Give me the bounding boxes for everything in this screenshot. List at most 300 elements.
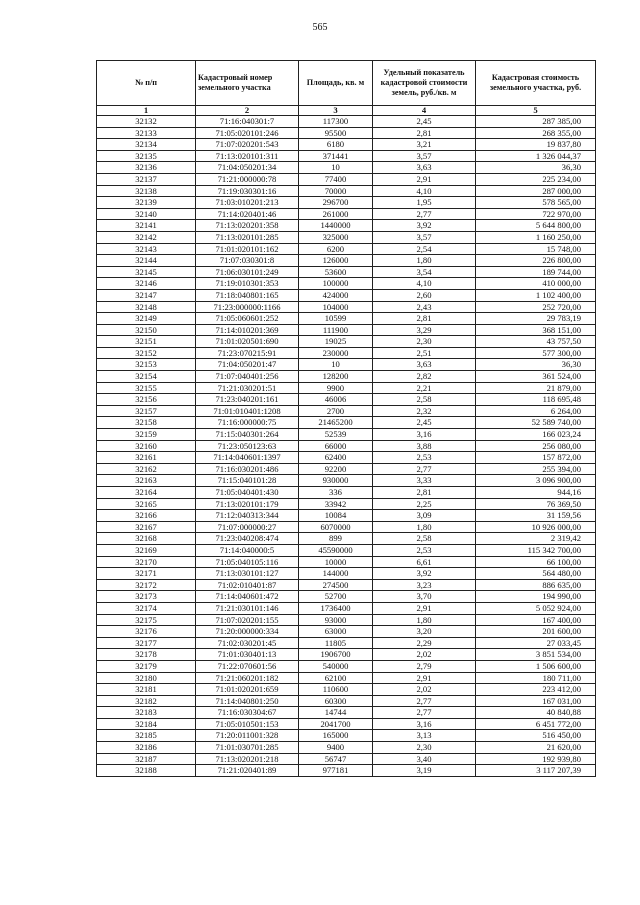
specific-value-cell: 2,45 xyxy=(373,116,476,128)
specific-value-cell: 2,81 xyxy=(373,487,476,499)
row-number-cell: 32171 xyxy=(97,568,196,580)
area-cell: 2041700 xyxy=(299,718,373,730)
specific-value-cell: 2,77 xyxy=(373,463,476,475)
cadastral-number-cell: 71:14:040000:5 xyxy=(196,544,299,556)
specific-value-cell: 2,21 xyxy=(373,382,476,394)
area-cell: 10 xyxy=(299,359,373,371)
row-number-cell: 32150 xyxy=(97,324,196,336)
cadastral-value-cell: 6 264,00 xyxy=(476,405,596,417)
cadastral-number-cell: 71:23:050123:63 xyxy=(196,440,299,452)
specific-value-cell: 3,19 xyxy=(373,765,476,777)
cadastral-number-cell: 71:21:000000:78 xyxy=(196,173,299,185)
area-cell: 10599 xyxy=(299,313,373,325)
column-number: 1 xyxy=(97,106,196,116)
row-number-cell: 32134 xyxy=(97,139,196,151)
specific-value-cell: 2,53 xyxy=(373,452,476,464)
column-number: 3 xyxy=(299,106,373,116)
cadastral-number-cell: 71:16:030201:486 xyxy=(196,463,299,475)
cadastral-value-cell: 3 096 900,00 xyxy=(476,475,596,487)
area-cell: 977181 xyxy=(299,765,373,777)
cadastral-value-cell: 115 342 700,00 xyxy=(476,544,596,556)
area-cell: 53600 xyxy=(299,266,373,278)
specific-value-cell: 3,70 xyxy=(373,591,476,603)
cadastral-value-cell: 201 600,00 xyxy=(476,626,596,638)
specific-value-cell: 2,77 xyxy=(373,208,476,220)
table-row xyxy=(97,359,596,371)
specific-value-cell: 3,20 xyxy=(373,626,476,638)
specific-value-cell: 3,54 xyxy=(373,266,476,278)
row-number-cell: 32149 xyxy=(97,313,196,325)
area-cell: 540000 xyxy=(299,660,373,672)
header-area: Площадь, кв. м xyxy=(299,61,373,106)
row-number-cell: 32184 xyxy=(97,718,196,730)
cadastral-value-cell: 40 840,88 xyxy=(476,707,596,719)
specific-value-cell: 3,13 xyxy=(373,730,476,742)
row-number-cell: 32180 xyxy=(97,672,196,684)
column-number: 5 xyxy=(476,106,596,116)
cadastral-value-cell: 27 033,45 xyxy=(476,637,596,649)
cadastral-value-cell: 226 800,00 xyxy=(476,255,596,267)
cadastral-number-cell: 71:06:030101:249 xyxy=(196,266,299,278)
table-row xyxy=(97,150,596,162)
specific-value-cell: 6,61 xyxy=(373,556,476,568)
cadastral-value-cell: 1 102 400,00 xyxy=(476,289,596,301)
table-row xyxy=(97,289,596,301)
specific-value-cell: 2,81 xyxy=(373,127,476,139)
specific-value-cell: 2,51 xyxy=(373,347,476,359)
row-number-cell: 32160 xyxy=(97,440,196,452)
cadastral-value-cell: 944,16 xyxy=(476,487,596,499)
area-cell: 77400 xyxy=(299,173,373,185)
row-number-cell: 32173 xyxy=(97,591,196,603)
table-row xyxy=(97,765,596,777)
cadastral-value-cell: 2 319,42 xyxy=(476,533,596,545)
table-header-row xyxy=(97,61,596,106)
cadastral-value-cell: 5 052 924,00 xyxy=(476,602,596,614)
row-number-cell: 32143 xyxy=(97,243,196,255)
area-cell: 117300 xyxy=(299,116,373,128)
specific-value-cell: 2,82 xyxy=(373,371,476,383)
cadastral-number-cell: 71:04:050201:34 xyxy=(196,162,299,174)
cadastral-value-cell: 21 879,00 xyxy=(476,382,596,394)
cadastral-value-cell: 722 970,00 xyxy=(476,208,596,220)
row-number-cell: 32133 xyxy=(97,127,196,139)
cadastral-value-cell: 15 748,00 xyxy=(476,243,596,255)
area-cell: 33942 xyxy=(299,498,373,510)
cadastral-value-cell: 368 151,00 xyxy=(476,324,596,336)
cadastral-number-cell: 71:05:010501:153 xyxy=(196,718,299,730)
cadastral-number-cell: 71:07:020201:543 xyxy=(196,139,299,151)
area-cell: 6200 xyxy=(299,243,373,255)
cadastral-number-cell: 71:15:040101:28 xyxy=(196,475,299,487)
row-number-cell: 32185 xyxy=(97,730,196,742)
row-number-cell: 32176 xyxy=(97,626,196,638)
specific-value-cell: 4,10 xyxy=(373,185,476,197)
row-number-cell: 32158 xyxy=(97,417,196,429)
column-number-row xyxy=(97,106,596,116)
specific-value-cell: 2,02 xyxy=(373,684,476,696)
table-row xyxy=(97,139,596,151)
table-row xyxy=(97,568,596,580)
table-row xyxy=(97,162,596,174)
row-number-cell: 32137 xyxy=(97,173,196,185)
row-number-cell: 32186 xyxy=(97,742,196,754)
specific-value-cell: 2,30 xyxy=(373,742,476,754)
cadastral-number-cell: 71:07:030301:8 xyxy=(196,255,299,267)
cadastral-number-cell: 71:21:030101:146 xyxy=(196,602,299,614)
table-row xyxy=(97,614,596,626)
table-row xyxy=(97,371,596,383)
cadastral-number-cell: 71:23:070215:91 xyxy=(196,347,299,359)
cadastral-number-cell: 71:02:030201:45 xyxy=(196,637,299,649)
specific-value-cell: 3,33 xyxy=(373,475,476,487)
specific-value-cell: 2,81 xyxy=(373,313,476,325)
cadastral-number-cell: 71:20:011001:328 xyxy=(196,730,299,742)
specific-value-cell: 2,25 xyxy=(373,498,476,510)
specific-value-cell: 2,58 xyxy=(373,533,476,545)
specific-value-cell: 3,40 xyxy=(373,753,476,765)
cadastral-number-cell: 71:01:020201:659 xyxy=(196,684,299,696)
cadastral-value-cell: 225 234,00 xyxy=(476,173,596,185)
cadastral-value-cell: 36,30 xyxy=(476,162,596,174)
cadastral-value-cell: 19 837,80 xyxy=(476,139,596,151)
row-number-cell: 32177 xyxy=(97,637,196,649)
table-row xyxy=(97,626,596,638)
specific-value-cell: 3,21 xyxy=(373,139,476,151)
area-cell: 371441 xyxy=(299,150,373,162)
header-cadastral-number: Кадастровый номер земельного участка xyxy=(196,61,299,106)
cadastral-value-cell: 167 031,00 xyxy=(476,695,596,707)
cadastral-value-cell: 516 450,00 xyxy=(476,730,596,742)
row-number-cell: 32132 xyxy=(97,116,196,128)
cadastral-number-cell: 71:16:040301:7 xyxy=(196,116,299,128)
table-row xyxy=(97,487,596,499)
specific-value-cell: 3,63 xyxy=(373,162,476,174)
area-cell: 261000 xyxy=(299,208,373,220)
table-row xyxy=(97,394,596,406)
cadastral-number-cell: 71:13:020101:179 xyxy=(196,498,299,510)
area-cell: 100000 xyxy=(299,278,373,290)
cadastral-value-cell: 223 412,00 xyxy=(476,684,596,696)
area-cell: 9400 xyxy=(299,742,373,754)
row-number-cell: 32178 xyxy=(97,649,196,661)
cadastral-number-cell: 71:03:010201:213 xyxy=(196,197,299,209)
cadastral-value-cell: 194 990,00 xyxy=(476,591,596,603)
row-number-cell: 32154 xyxy=(97,371,196,383)
table-row xyxy=(97,116,596,128)
row-number-cell: 32155 xyxy=(97,382,196,394)
table-row xyxy=(97,510,596,522)
row-number-cell: 32163 xyxy=(97,475,196,487)
page-number: 565 xyxy=(312,22,328,33)
specific-value-cell: 2,45 xyxy=(373,417,476,429)
area-cell: 111900 xyxy=(299,324,373,336)
cadastral-value-cell: 287 385,00 xyxy=(476,116,596,128)
specific-value-cell: 3,29 xyxy=(373,324,476,336)
row-number-cell: 32144 xyxy=(97,255,196,267)
table-row xyxy=(97,382,596,394)
specific-value-cell: 2,60 xyxy=(373,289,476,301)
cadastral-number-cell: 71:13:030101:127 xyxy=(196,568,299,580)
cadastral-value-cell: 410 000,00 xyxy=(476,278,596,290)
area-cell: 144000 xyxy=(299,568,373,580)
row-number-cell: 32169 xyxy=(97,544,196,556)
area-cell: 63000 xyxy=(299,626,373,638)
cadastral-number-cell: 71:12:040313:344 xyxy=(196,510,299,522)
table-row xyxy=(97,544,596,556)
specific-value-cell: 2,32 xyxy=(373,405,476,417)
table-body xyxy=(97,116,596,777)
row-number-cell: 32182 xyxy=(97,695,196,707)
cadastral-number-cell: 71:01:010401:1208 xyxy=(196,405,299,417)
area-cell: 21465200 xyxy=(299,417,373,429)
table-row xyxy=(97,730,596,742)
area-cell: 230000 xyxy=(299,347,373,359)
area-cell: 110600 xyxy=(299,684,373,696)
cadastral-value-cell: 43 757,50 xyxy=(476,336,596,348)
area-cell: 10084 xyxy=(299,510,373,522)
area-cell: 274500 xyxy=(299,579,373,591)
table-row xyxy=(97,637,596,649)
cadastral-value-cell: 192 939,80 xyxy=(476,753,596,765)
row-number-cell: 32188 xyxy=(97,765,196,777)
row-number-cell: 32161 xyxy=(97,452,196,464)
area-cell: 93000 xyxy=(299,614,373,626)
area-cell: 899 xyxy=(299,533,373,545)
area-cell: 10000 xyxy=(299,556,373,568)
cadastral-value-cell: 6 451 772,00 xyxy=(476,718,596,730)
cadastral-number-cell: 71:01:020501:690 xyxy=(196,336,299,348)
table-row xyxy=(97,429,596,441)
row-number-cell: 32147 xyxy=(97,289,196,301)
table-row xyxy=(97,672,596,684)
table-row xyxy=(97,278,596,290)
cadastral-number-cell: 71:13:020201:358 xyxy=(196,220,299,232)
area-cell: 424000 xyxy=(299,289,373,301)
cadastral-number-cell: 71:05:040401:430 xyxy=(196,487,299,499)
cadastral-number-cell: 71:04:050201:47 xyxy=(196,359,299,371)
specific-value-cell: 3,23 xyxy=(373,579,476,591)
area-cell: 104000 xyxy=(299,301,373,313)
table-row xyxy=(97,707,596,719)
cadastral-number-cell: 71:07:040401:256 xyxy=(196,371,299,383)
area-cell: 6180 xyxy=(299,139,373,151)
row-number-cell: 32159 xyxy=(97,429,196,441)
specific-value-cell: 2,91 xyxy=(373,173,476,185)
row-number-cell: 32179 xyxy=(97,660,196,672)
cadastral-value-cell: 5 644 800,00 xyxy=(476,220,596,232)
row-number-cell: 32172 xyxy=(97,579,196,591)
cadastral-number-cell: 71:01:030401:13 xyxy=(196,649,299,661)
area-cell: 930000 xyxy=(299,475,373,487)
cadastral-number-cell: 71:07:000000:27 xyxy=(196,521,299,533)
row-number-cell: 32141 xyxy=(97,220,196,232)
area-cell: 60300 xyxy=(299,695,373,707)
table-row xyxy=(97,742,596,754)
specific-value-cell: 1,95 xyxy=(373,197,476,209)
area-cell: 165000 xyxy=(299,730,373,742)
cadastral-number-cell: 71:13:020101:285 xyxy=(196,231,299,243)
area-cell: 1440000 xyxy=(299,220,373,232)
cadastral-number-cell: 71:05:020101:246 xyxy=(196,127,299,139)
cadastral-value-cell: 180 711,00 xyxy=(476,672,596,684)
cadastral-value-cell: 1 160 250,00 xyxy=(476,231,596,243)
area-cell: 9900 xyxy=(299,382,373,394)
area-cell: 95500 xyxy=(299,127,373,139)
area-cell: 66000 xyxy=(299,440,373,452)
row-number-cell: 32136 xyxy=(97,162,196,174)
column-number: 2 xyxy=(196,106,299,116)
row-number-cell: 32175 xyxy=(97,614,196,626)
row-number-cell: 32152 xyxy=(97,347,196,359)
specific-value-cell: 3,09 xyxy=(373,510,476,522)
row-number-cell: 32157 xyxy=(97,405,196,417)
row-number-cell: 32174 xyxy=(97,602,196,614)
table-row xyxy=(97,660,596,672)
table-row xyxy=(97,405,596,417)
cadastral-value-cell: 361 524,00 xyxy=(476,371,596,383)
specific-value-cell: 2,54 xyxy=(373,243,476,255)
cadastral-number-cell: 71:15:040301:264 xyxy=(196,429,299,441)
table-row xyxy=(97,301,596,313)
cadastral-number-cell: 71:16:030304:67 xyxy=(196,707,299,719)
specific-value-cell: 3,92 xyxy=(373,568,476,580)
table-row xyxy=(97,718,596,730)
area-cell: 62100 xyxy=(299,672,373,684)
area-cell: 128200 xyxy=(299,371,373,383)
row-number-cell: 32135 xyxy=(97,150,196,162)
row-number-cell: 32165 xyxy=(97,498,196,510)
table-row xyxy=(97,556,596,568)
header-specific-value: Удельный показатель кадастровой стоимости земель, руб./кв. м xyxy=(373,61,476,106)
specific-value-cell: 3,57 xyxy=(373,231,476,243)
table-row xyxy=(97,336,596,348)
table-row xyxy=(97,173,596,185)
row-number-cell: 32146 xyxy=(97,278,196,290)
row-number-cell: 32183 xyxy=(97,707,196,719)
table-row xyxy=(97,313,596,325)
row-number-cell: 32139 xyxy=(97,197,196,209)
specific-value-cell: 2,30 xyxy=(373,336,476,348)
row-number-cell: 32151 xyxy=(97,336,196,348)
cadastral-value-table xyxy=(96,60,596,777)
cadastral-value-cell: 564 480,00 xyxy=(476,568,596,580)
specific-value-cell: 3,63 xyxy=(373,359,476,371)
table-row xyxy=(97,324,596,336)
cadastral-number-cell: 71:14:020401:46 xyxy=(196,208,299,220)
row-number-cell: 32187 xyxy=(97,753,196,765)
cadastral-value-cell: 10 926 000,00 xyxy=(476,521,596,533)
cadastral-number-cell: 71:19:010301:353 xyxy=(196,278,299,290)
cadastral-number-cell: 71:05:060601:252 xyxy=(196,313,299,325)
cadastral-value-cell: 255 394,00 xyxy=(476,463,596,475)
cadastral-value-cell: 167 400,00 xyxy=(476,614,596,626)
cadastral-number-cell: 71:01:030701:285 xyxy=(196,742,299,754)
table-row xyxy=(97,197,596,209)
cadastral-value-cell: 886 635,00 xyxy=(476,579,596,591)
area-cell: 296700 xyxy=(299,197,373,209)
cadastral-number-cell: 71:02:010401:87 xyxy=(196,579,299,591)
table-row xyxy=(97,684,596,696)
cadastral-value-cell: 252 720,00 xyxy=(476,301,596,313)
cadastral-value-cell: 29 783,19 xyxy=(476,313,596,325)
cadastral-value-cell: 31 159,56 xyxy=(476,510,596,522)
table-row xyxy=(97,498,596,510)
area-cell: 70000 xyxy=(299,185,373,197)
row-number-cell: 32168 xyxy=(97,533,196,545)
area-cell: 92200 xyxy=(299,463,373,475)
row-number-cell: 32138 xyxy=(97,185,196,197)
specific-value-cell: 3,92 xyxy=(373,220,476,232)
area-cell: 19025 xyxy=(299,336,373,348)
cadastral-value-cell: 287 000,00 xyxy=(476,185,596,197)
area-cell: 1906700 xyxy=(299,649,373,661)
cadastral-number-cell: 71:13:020201:218 xyxy=(196,753,299,765)
cadastral-number-cell: 71:07:020201:155 xyxy=(196,614,299,626)
area-cell: 52539 xyxy=(299,429,373,441)
row-number-cell: 32156 xyxy=(97,394,196,406)
table-row xyxy=(97,695,596,707)
table-row xyxy=(97,475,596,487)
specific-value-cell: 3,16 xyxy=(373,429,476,441)
table-row xyxy=(97,417,596,429)
row-number-cell: 32153 xyxy=(97,359,196,371)
column-number: 4 xyxy=(373,106,476,116)
specific-value-cell: 2,29 xyxy=(373,637,476,649)
specific-value-cell: 2,53 xyxy=(373,544,476,556)
cadastral-value-cell: 578 565,00 xyxy=(476,197,596,209)
row-number-cell: 32181 xyxy=(97,684,196,696)
area-cell: 10 xyxy=(299,162,373,174)
cadastral-value-cell: 118 695,48 xyxy=(476,394,596,406)
cadastral-value-cell: 256 080,00 xyxy=(476,440,596,452)
cadastral-number-cell: 71:16:000000:75 xyxy=(196,417,299,429)
area-cell: 126000 xyxy=(299,255,373,267)
cadastral-number-cell: 71:14:040601:472 xyxy=(196,591,299,603)
table-row xyxy=(97,579,596,591)
cadastral-value-cell: 21 620,00 xyxy=(476,742,596,754)
cadastral-value-cell: 1 326 044,37 xyxy=(476,150,596,162)
specific-value-cell: 2,43 xyxy=(373,301,476,313)
cadastral-number-cell: 71:01:020101:162 xyxy=(196,243,299,255)
specific-value-cell: 3,16 xyxy=(373,718,476,730)
area-cell: 45590000 xyxy=(299,544,373,556)
area-cell: 2700 xyxy=(299,405,373,417)
specific-value-cell: 3,88 xyxy=(373,440,476,452)
specific-value-cell: 2,91 xyxy=(373,672,476,684)
cadastral-number-cell: 71:23:040208:474 xyxy=(196,533,299,545)
table-row xyxy=(97,649,596,661)
cadastral-number-cell: 71:21:020401:89 xyxy=(196,765,299,777)
area-cell: 6070000 xyxy=(299,521,373,533)
table-row xyxy=(97,220,596,232)
table-row xyxy=(97,440,596,452)
row-number-cell: 32166 xyxy=(97,510,196,522)
cadastral-value-cell: 76 369,50 xyxy=(476,498,596,510)
cadastral-value-cell: 36,30 xyxy=(476,359,596,371)
cadastral-number-cell: 71:21:060201:182 xyxy=(196,672,299,684)
table-row xyxy=(97,591,596,603)
cadastral-value-cell: 189 744,00 xyxy=(476,266,596,278)
table-row xyxy=(97,185,596,197)
cadastral-number-cell: 71:13:020101:311 xyxy=(196,150,299,162)
area-cell: 62400 xyxy=(299,452,373,464)
table-row xyxy=(97,255,596,267)
table-row xyxy=(97,452,596,464)
table-row xyxy=(97,127,596,139)
specific-value-cell: 2,79 xyxy=(373,660,476,672)
row-number-cell: 32145 xyxy=(97,266,196,278)
